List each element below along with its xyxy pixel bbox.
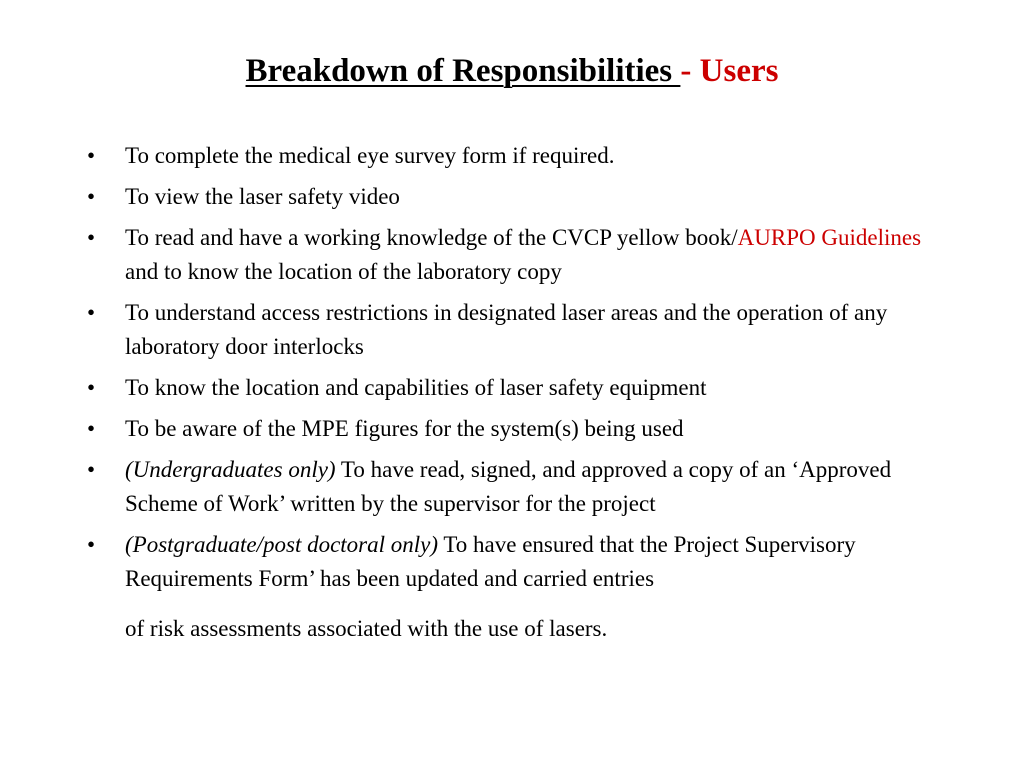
bullet-icon: • (87, 375, 96, 400)
bullet-text: To have ensured that the Project Supervisory Requirements Form’ has been updated and carried entries (125, 532, 856, 591)
list-item (80, 221, 940, 289)
bullet-icon: • (87, 457, 96, 482)
bullet-text: To view the laser safety video (125, 184, 400, 209)
bullet-icon: • (87, 416, 96, 441)
bullet-icon: • (87, 300, 96, 325)
bullet-qualifier: (Undergraduates only) (125, 457, 336, 482)
bullet-icon: • (87, 143, 96, 168)
bullet-text-tail: and to know the location of the laboratory copy (125, 259, 562, 284)
bullet-icon: • (87, 184, 96, 209)
list-item (80, 371, 940, 405)
aurpo-guidelines-link: AURPO Guidelines (737, 225, 922, 250)
bullet-text: To know the location and capabilities of laser safety equipment (125, 375, 707, 400)
bullet-icon: • (87, 532, 96, 557)
bullet-text: To be aware of the MPE figures for the system(s) being used (125, 416, 684, 441)
list-item (80, 453, 940, 521)
bullet-continuation: of risk assessments associated with the use of lasers. (125, 616, 608, 641)
list-item (80, 139, 940, 173)
bullet-qualifier: (Postgraduate/post doctoral only) (125, 532, 439, 557)
list-item (80, 528, 940, 646)
bullet-text: To have read, signed, and approved a copy of an ‘Approved Scheme of Work’ written by the supervisor for the project (125, 457, 892, 516)
bullet-list (80, 139, 940, 653)
bullet-text: To read and have a working knowledge of the CVCP yellow book/ (125, 225, 738, 250)
list-item (80, 296, 940, 364)
bullet-icon: • (87, 225, 96, 250)
slide-title (0, 50, 1024, 92)
list-item (80, 180, 940, 214)
bullet-text: To complete the medical eye survey form if required. (125, 143, 615, 168)
title-accent: - Users (680, 53, 779, 89)
bullet-text: To understand access restrictions in designated laser areas and the operation of any laboratory door interlocks (125, 300, 888, 359)
list-item (80, 412, 940, 446)
title-main: Breakdown of Responsibilities (245, 53, 681, 89)
